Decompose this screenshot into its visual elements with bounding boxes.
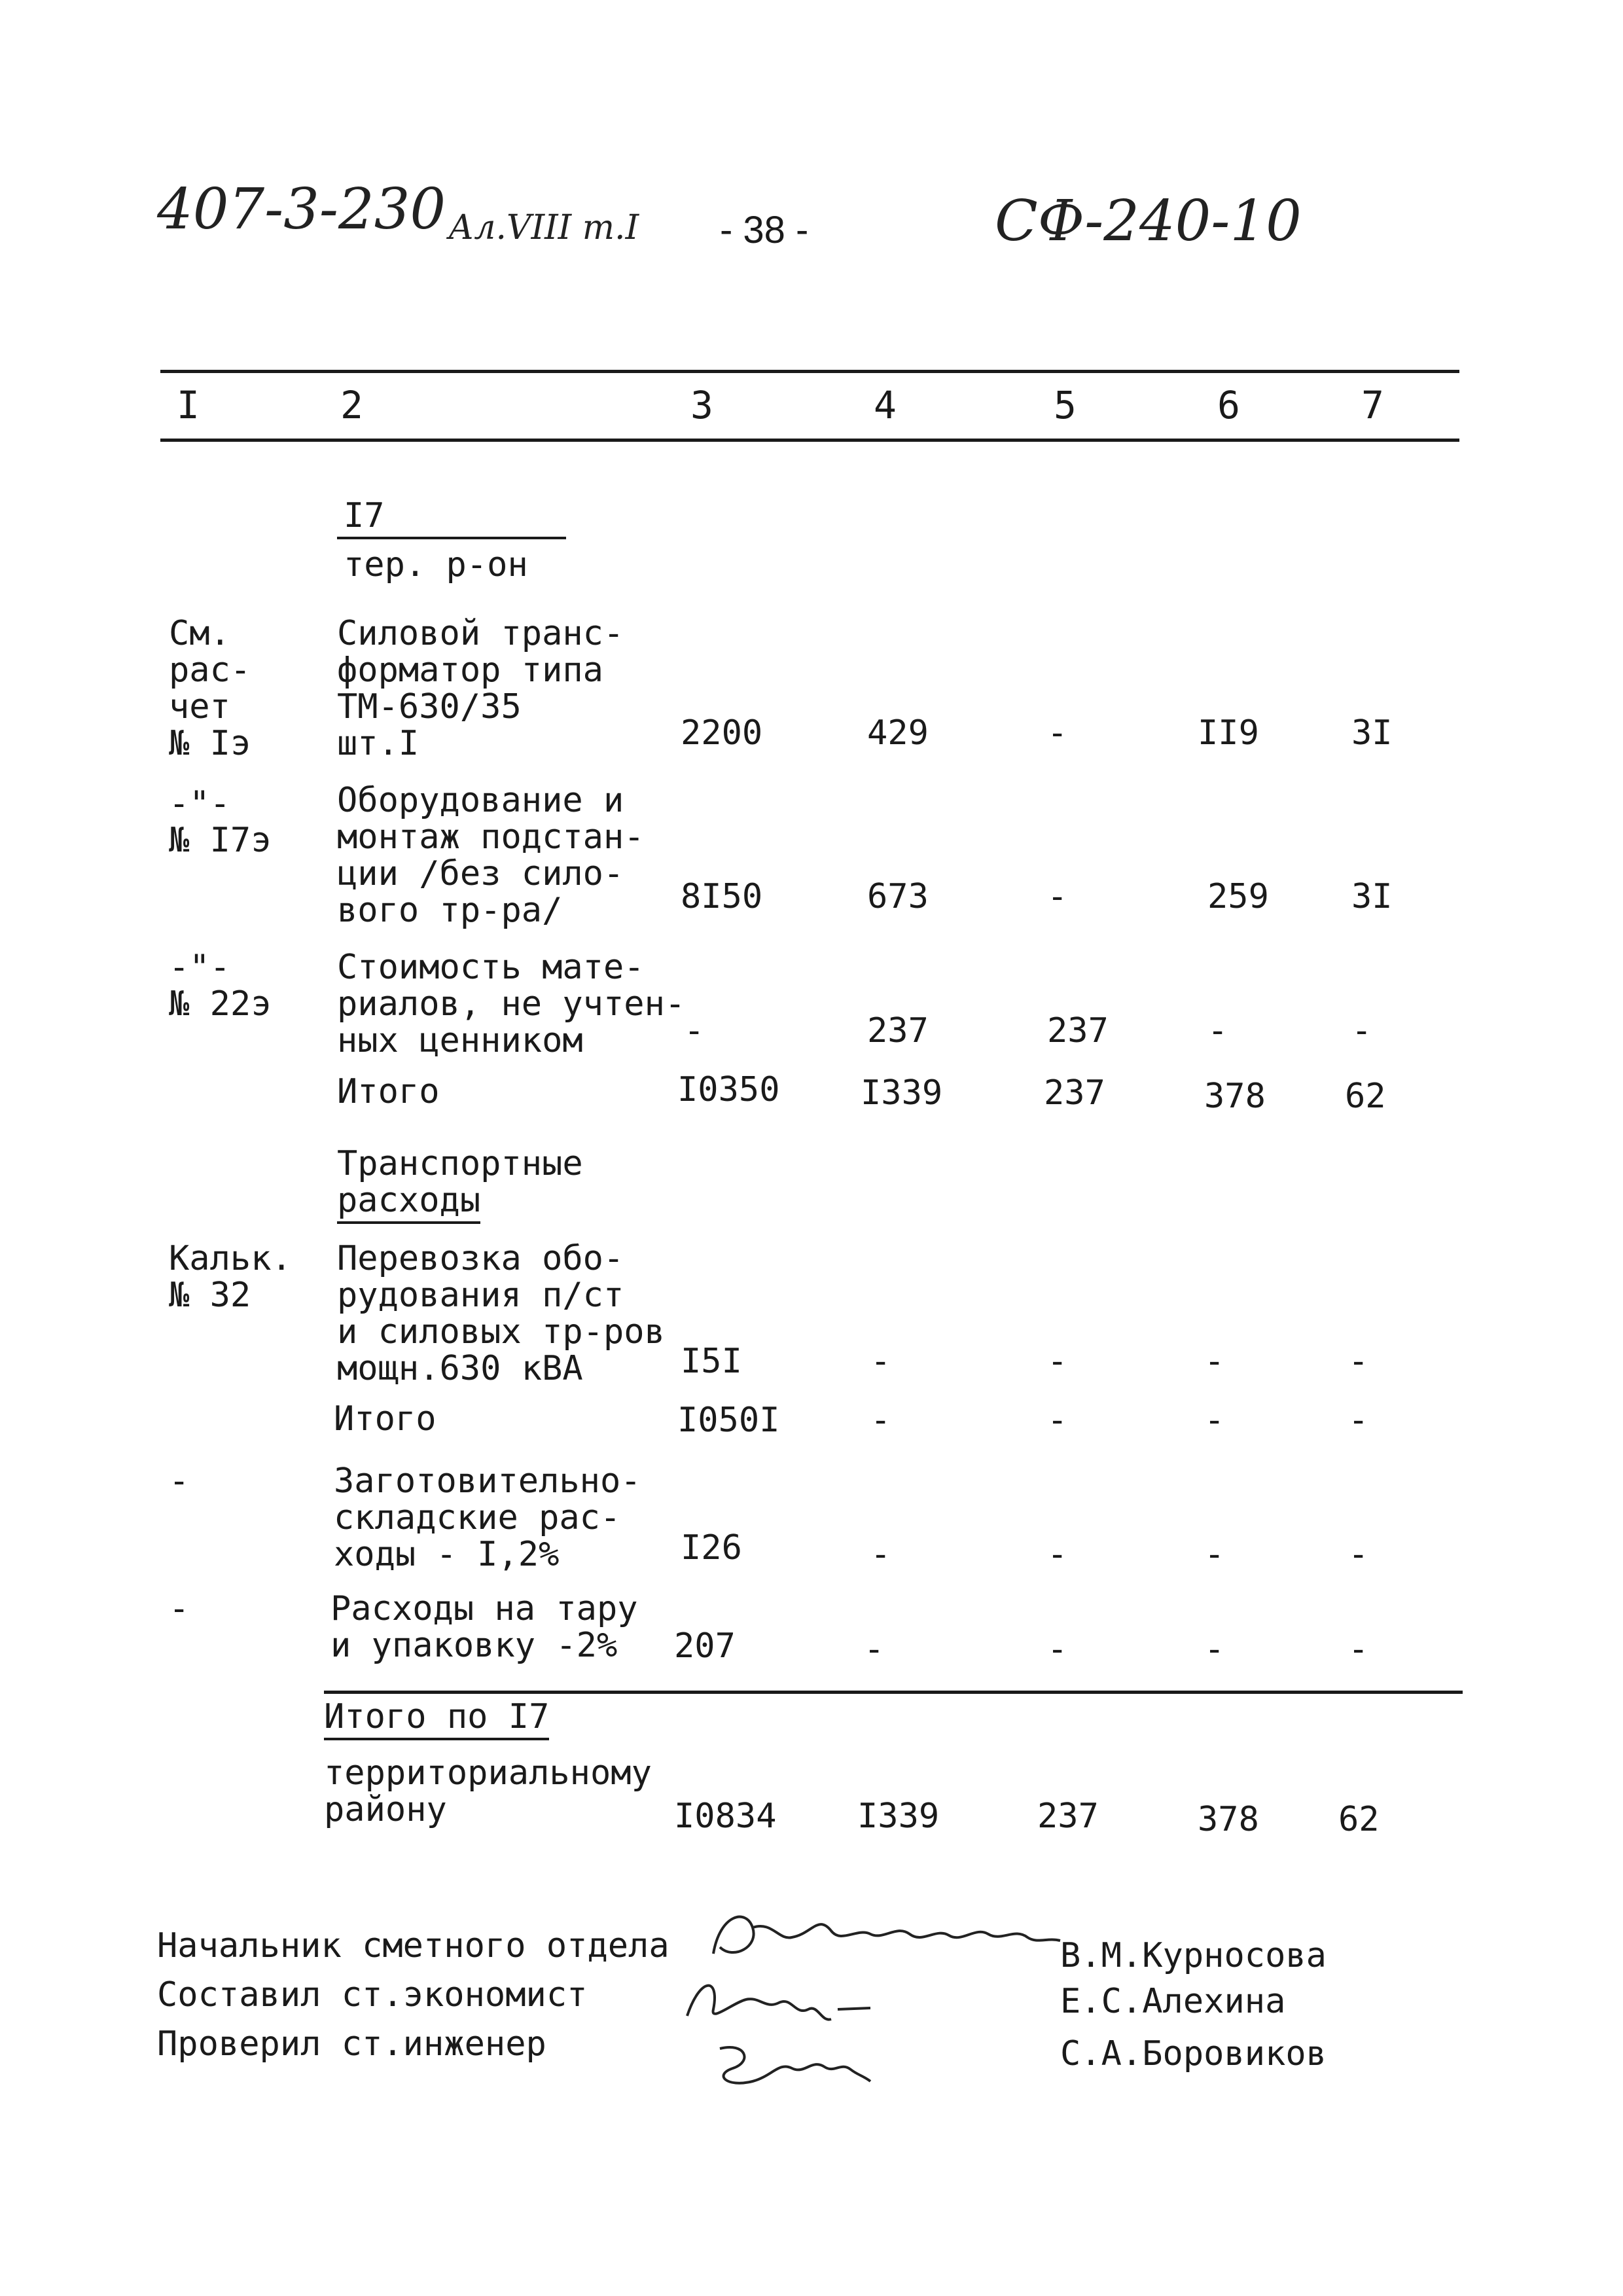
row-9-col5: - (1047, 1630, 1068, 1669)
row-1-col3: 2200 (681, 713, 763, 753)
signature-role-3: Проверил ст.инженер (157, 2024, 546, 2064)
row-4-col3: I0350 (677, 1070, 780, 1109)
table-top-rule (160, 370, 1459, 373)
row-8-col4: - (870, 1535, 891, 1574)
total-label: Итого по I7 территориальному району (324, 1697, 652, 1829)
row-7-col3: I050I (677, 1401, 780, 1440)
row-2-col5: - (1047, 877, 1068, 916)
signature-role-1: Начальник сметного отдела (157, 1926, 669, 1965)
row-4-col6: 378 (1204, 1077, 1266, 1116)
row-4-col7: 62 (1345, 1077, 1386, 1116)
row-1-col4: 429 (867, 713, 929, 753)
signature-name-2: Е.С.Алехина (1060, 1982, 1286, 2021)
column-header-7: 7 (1361, 383, 1384, 427)
total-col5: 237 (1037, 1797, 1099, 1836)
total-col7: 62 (1338, 1800, 1380, 1839)
row-1-col6: II9 (1198, 713, 1259, 753)
row-5-description: Транспортные расходы (337, 1145, 583, 1224)
signature-name-1: В.М.Курносова (1060, 1936, 1327, 1975)
row-8-col5: - (1047, 1535, 1068, 1574)
row-6-col7: - (1348, 1342, 1369, 1381)
row-6-col4: - (870, 1342, 891, 1381)
row-8-col6: - (1204, 1535, 1225, 1574)
column-header-2: 2 (340, 383, 363, 427)
row-3-col3: - (684, 1011, 705, 1050)
column-header-5: 5 (1054, 383, 1077, 427)
row-6-col3: I5I (681, 1342, 742, 1381)
row-8-col7: - (1348, 1535, 1369, 1574)
row-7-col5: - (1047, 1401, 1068, 1440)
album-label: Ал.VIII т.I (448, 208, 639, 247)
row-9-col4: - (864, 1630, 885, 1669)
row-1-col5: - (1047, 713, 1068, 753)
table-header-rule (160, 439, 1459, 442)
row-2-col4: 673 (867, 877, 929, 916)
row-2-ref: -"- № I7э (169, 784, 272, 860)
signature-name-3: С.А.Боровиков (1060, 2034, 1327, 2073)
row-9-description: Расходы на тару и упаковку -2% (330, 1589, 638, 1665)
row-4-description: Итого (337, 1072, 440, 1111)
row-1-description: Силовой транс- форматор типа ТМ-630/35 шт.I (337, 614, 624, 763)
row-8-description: Заготовительно- складские рас- ходы - I,2% (334, 1462, 641, 1574)
row-2-col3: 8I50 (681, 877, 763, 916)
document-code: 407-3-230 (157, 177, 446, 242)
column-header-3: 3 (690, 383, 713, 427)
page-number: - 38 - (720, 209, 809, 251)
row-7-description: Итого (334, 1399, 437, 1439)
reference-code: СФ-240-10 (995, 188, 1302, 254)
column-header-1: I (177, 383, 200, 427)
section-number-underline (337, 537, 566, 539)
row-6-col6: - (1204, 1342, 1225, 1381)
row-9-col3: 207 (674, 1626, 736, 1666)
row-4-col5: 237 (1044, 1073, 1105, 1113)
row-9-col6: - (1204, 1630, 1225, 1669)
row-3-col7: - (1351, 1011, 1372, 1050)
row-9-col7: - (1348, 1630, 1369, 1669)
column-header-6: 6 (1217, 383, 1240, 427)
row-3-description: Стоимость мате- риалов, не учтен- ных ценником (337, 948, 686, 1060)
row-1-ref: См. рас- чет № Iэ (169, 614, 251, 763)
total-col4: I339 (857, 1797, 940, 1836)
total-col6: 378 (1198, 1800, 1259, 1839)
signature-borovikov (707, 2029, 877, 2101)
row-7-col7: - (1348, 1401, 1369, 1440)
total-rule (324, 1691, 1463, 1694)
column-header-4: 4 (874, 383, 897, 427)
row-6-ref: Кальк. № 32 (169, 1239, 292, 1315)
row-4-col4: I339 (861, 1073, 943, 1113)
signature-role-2: Составил ст.экономист (157, 1975, 588, 2015)
row-3-col4: 237 (867, 1011, 929, 1050)
row-9-ref: - (169, 1589, 190, 1628)
row-8-col3: I26 (681, 1528, 742, 1568)
row-7-col6: - (1204, 1401, 1225, 1440)
section-number: I7 (344, 496, 385, 535)
total-col3: I0834 (674, 1797, 777, 1836)
row-1-col7: 3I (1351, 713, 1393, 753)
row-2-col6: 259 (1207, 877, 1269, 916)
row-7-col4: - (870, 1401, 891, 1440)
row-2-description: Оборудование и монтаж подстан- ции /без сило- вого тр-ра/ (337, 781, 645, 930)
signature-alekhina (681, 1964, 877, 2036)
row-3-ref: -"- № 22э (169, 948, 272, 1024)
row-3-col5: 237 (1047, 1011, 1109, 1050)
row-3-col6: - (1207, 1011, 1228, 1050)
row-6-description: Перевозка обо- рудования п/ст и силовых тр-ров мощн.630 кВА (337, 1239, 665, 1388)
row-8-ref: - (169, 1462, 190, 1501)
section-name: тер. р-он (344, 545, 528, 584)
row-2-col7: 3I (1351, 877, 1393, 916)
signature-kurnosova (707, 1901, 1073, 1973)
row-6-col5: - (1047, 1342, 1068, 1381)
